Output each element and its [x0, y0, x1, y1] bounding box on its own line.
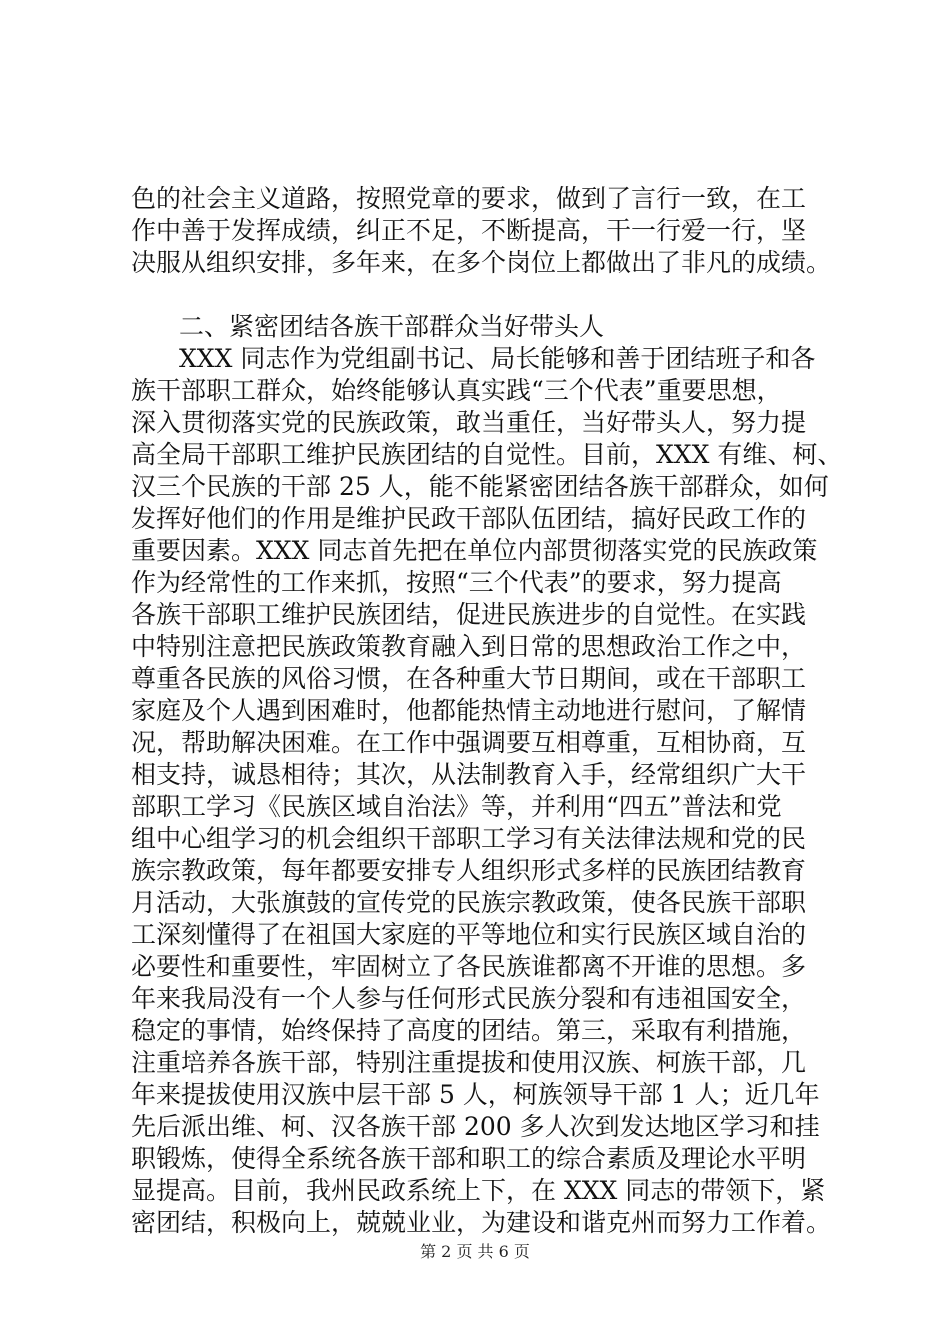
paragraph2-line-26: 职锻炼，使得全系统各族干部和职工的综合素质及理论水平明: [131, 1144, 807, 1173]
paragraph2-line-6: 发挥好他们的作用是维护民政干部队伍团结，搞好民政工作的: [131, 504, 807, 533]
paragraph2-line-22: 稳定的事情，始终保持了高度的团结。第三，采取有利措施，: [131, 1016, 807, 1045]
paragraph2-line-5: 汉三个民族的干部 25 人，能不能紧密团结各族干部群众，如何: [131, 472, 829, 501]
paragraph2-line-4: 高全局干部职工维护民族团结的自觉性。目前，XXX 有维、柯、: [131, 440, 843, 469]
paragraph2-line-8: 作为经常性的工作来抓，按照“三个代表”的要求，努力提高: [131, 568, 782, 597]
paragraph2-line-19: 工深刻懂得了在祖国大家庭的平等地位和实行民族区域自治的: [131, 920, 807, 949]
page-footer: 第 2 页 共 6 页: [420, 1242, 530, 1261]
paragraph2-line-17: 族宗教政策，每年都要安排专人组织形式多样的民族团结教育: [131, 856, 807, 885]
paragraph2-line-11: 尊重各民族的风俗习惯，在各种重大节日期间，或在干部职工: [131, 664, 807, 693]
paragraph2-line-13: 况，帮助解决困难。在工作中强调要互相尊重，互相协商，互: [131, 728, 807, 757]
paragraph2-line-16: 组中心组学习的机会组织干部职工学习有关法律法规和党的民: [131, 824, 807, 853]
section-heading: 二、紧密团结各族干部群众当好带头人: [179, 312, 605, 341]
paragraph2-line-1: XXX 同志作为党组副书记、局长能够和善于团结班子和各: [179, 344, 816, 373]
paragraph2-line-12: 家庭及个人遇到困难时，他都能热情主动地进行慰问，了解情: [131, 696, 807, 725]
paragraph1-line-1: 色的社会主义道路，按照党章的要求，做到了言行一致，在工: [131, 184, 807, 213]
paragraph2-line-23: 注重培养各族干部，特别注重提拔和使用汉族、柯族干部，几: [131, 1048, 807, 1077]
paragraph2-line-7: 重要因素。XXX 同志首先把在单位内部贯彻落实党的民族政策: [131, 536, 818, 565]
paragraph2-line-9: 各族干部职工维护民族团结，促进民族进步的自觉性。在实践: [131, 600, 807, 629]
paragraph2-line-15: 部职工学习《民族区域自治法》等，并利用“四五”普法和党: [131, 792, 782, 821]
paragraph2-line-27: 显提高。目前，我州民政系统上下，在 XXX 同志的带领下，紧: [131, 1176, 826, 1205]
paragraph2-line-25: 先后派出维、柯、汉各族干部 200 多人次到发达地区学习和挂: [131, 1112, 820, 1141]
paragraph2-line-2: 族干部职工群众，始终能够认真实践“三个代表”重要思想，: [131, 376, 782, 405]
paragraph2-line-10: 中特别注意把民族政策教育融入到日常的思想政治工作之中，: [131, 632, 807, 661]
paragraph1-line-2: 作中善于发挥成绩，纠正不足，不断提高，干一行爱一行，坚: [131, 216, 807, 245]
paragraph2-line-21: 年来我局没有一个人参与任何形式民族分裂和有违祖国安全，: [131, 984, 807, 1013]
paragraph2-line-28: 密团结，积极向上，兢兢业业，为建设和谐克州而努力工作着。: [131, 1208, 832, 1237]
paragraph2-line-14: 相支持，诚恳相待；其次，从法制教育入手，经常组织广大干: [131, 760, 807, 789]
paragraph2-line-24: 年来提拔使用汉族中层干部 5 人，柯族领导干部 1 人；近几年: [131, 1080, 820, 1109]
paragraph2-line-18: 月活动，大张旗鼓的宣传党的民族宗教政策，使各民族干部职: [131, 888, 807, 917]
paragraph2-line-3: 深入贯彻落实党的民族政策，敢当重任，当好带头人，努力提: [131, 408, 807, 437]
paragraph1-line-3: 决服从组织安排，多年来，在多个岗位上都做出了非凡的成绩。: [131, 248, 832, 277]
paragraph2-line-20: 必要性和重要性，牢固树立了各民族谁都离不开谁的思想。多: [131, 952, 807, 981]
